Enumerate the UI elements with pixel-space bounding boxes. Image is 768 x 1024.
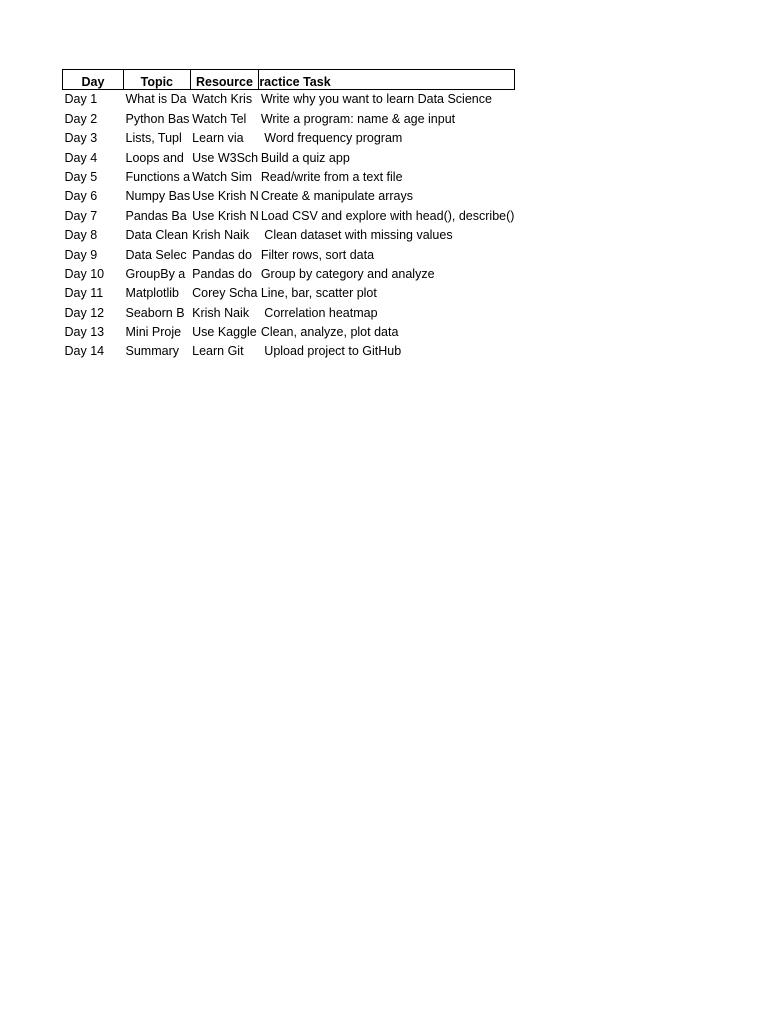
table-row [63, 168, 515, 187]
table-row [63, 226, 515, 245]
day-cell[interactable]: Day 2 [64, 111, 98, 126]
resource-cell[interactable]: Krish Naik [192, 228, 250, 243]
study-plan-table [62, 69, 515, 361]
resource-cell[interactable]: Use Krish N [192, 208, 259, 223]
resource-cell[interactable]: Pandas do [192, 266, 252, 281]
day-cell[interactable]: Day 4 [64, 150, 98, 165]
task-cell[interactable]: Upload project to GitHub [260, 344, 402, 359]
resource-cell[interactable]: Learn via [192, 131, 244, 146]
topic-cell[interactable]: Summary [125, 344, 179, 359]
task-cell[interactable]: Group by category and analyze [260, 266, 435, 281]
table-row [63, 187, 515, 206]
topic-cell[interactable]: Loops and [125, 150, 184, 165]
topic-cell[interactable]: What is Da [125, 92, 187, 107]
resource-cell[interactable]: Learn Git [192, 344, 244, 359]
resource-cell[interactable]: Use Krish N [192, 189, 259, 204]
header-resource[interactable]: Resource [190, 70, 259, 90]
day-cell[interactable]: Day 11 [64, 286, 104, 301]
table-row [63, 90, 515, 110]
table-row [63, 129, 515, 148]
topic-cell[interactable]: Lists, Tupl [125, 131, 182, 146]
day-cell[interactable]: Day 3 [64, 131, 98, 146]
topic-cell[interactable]: Data Clean [125, 228, 189, 243]
header-day[interactable]: Day [63, 70, 124, 90]
day-cell[interactable]: Day 9 [64, 247, 98, 262]
day-cell[interactable]: Day 12 [64, 305, 105, 320]
day-cell[interactable]: Day 8 [64, 228, 98, 243]
day-cell[interactable]: Day 13 [64, 325, 105, 340]
header-practice-task[interactable]: ractice Task [259, 70, 515, 90]
table-row [63, 245, 515, 264]
resource-cell[interactable]: Corey Scha [192, 286, 258, 301]
task-cell[interactable]: Write a program: name & age input [260, 111, 456, 126]
resource-cell[interactable]: Watch Kris [192, 92, 253, 107]
day-cell[interactable]: Day 6 [64, 189, 98, 204]
header-row [63, 70, 515, 90]
resource-cell[interactable]: Pandas do [192, 247, 252, 262]
resource-cell[interactable]: Watch Tel [192, 111, 247, 126]
topic-cell[interactable]: Pandas Ba [125, 208, 187, 223]
topic-cell[interactable]: GroupBy a [125, 266, 186, 281]
task-cell[interactable]: Read/write from a text file [260, 169, 403, 184]
table-row [63, 265, 515, 284]
resource-cell[interactable]: Watch Sim [192, 169, 253, 184]
table-row [63, 148, 515, 167]
table-row [63, 284, 515, 303]
resource-cell[interactable]: Use W3Sch [192, 150, 259, 165]
table-row [63, 342, 515, 361]
task-cell[interactable]: Word frequency program [260, 131, 403, 146]
day-cell[interactable]: Day 7 [64, 208, 98, 223]
topic-cell[interactable]: Functions a [125, 169, 191, 184]
task-cell[interactable]: Clean dataset with missing values [260, 228, 453, 243]
topic-cell[interactable]: Data Selec [125, 247, 187, 262]
task-cell[interactable]: Write why you want to learn Data Science [260, 92, 492, 107]
table-row [63, 109, 515, 128]
day-cell[interactable]: Day 1 [64, 92, 98, 107]
task-cell[interactable]: Correlation heatmap [260, 305, 378, 320]
task-cell[interactable]: Build a quiz app [260, 150, 350, 165]
table-row [63, 323, 515, 342]
task-cell[interactable]: Filter rows, sort data [260, 247, 375, 262]
day-cell[interactable]: Day 14 [64, 344, 105, 359]
resource-cell[interactable]: Use Kaggle [192, 325, 257, 340]
resource-cell[interactable]: Krish Naik [192, 305, 250, 320]
task-cell[interactable]: Clean, analyze, plot data [260, 325, 399, 340]
table-row [63, 206, 515, 225]
table-row [63, 303, 515, 322]
topic-cell[interactable]: Seaborn B [125, 305, 185, 320]
topic-cell[interactable]: Matplotlib [125, 286, 179, 301]
topic-cell[interactable]: Numpy Bas [125, 189, 191, 204]
task-cell[interactable]: Load CSV and explore with head(), describe() [260, 208, 515, 223]
task-cell[interactable]: Line, bar, scatter plot [260, 286, 377, 301]
spreadsheet-page [62, 69, 515, 361]
header-topic[interactable]: Topic [124, 70, 191, 90]
topic-cell[interactable]: Python Bas [125, 111, 190, 126]
topic-cell[interactable]: Mini Proje [125, 325, 182, 340]
task-cell[interactable]: Create & manipulate arrays [260, 189, 413, 204]
day-cell[interactable]: Day 5 [64, 169, 98, 184]
day-cell[interactable]: Day 10 [64, 266, 105, 281]
